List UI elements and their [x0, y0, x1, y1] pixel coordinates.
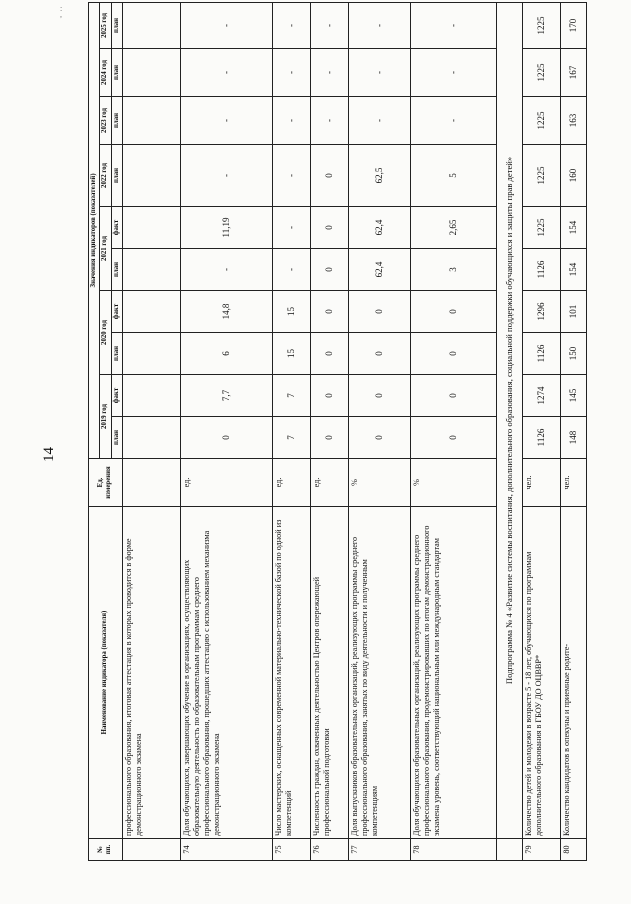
indicator-value: - — [272, 97, 310, 145]
indicator-value — [122, 417, 180, 459]
indicator-unit: чел. — [560, 459, 586, 507]
indicator-value: 14,8 — [180, 291, 272, 333]
indicator-value: - — [310, 2, 348, 48]
indicator-unit: ед. — [180, 459, 272, 507]
indicator-name: Доля выпускников образовательных организаций, реализующих программы среднего профессионального образования, занятых по виду деятельности и полученным компетенциям — [348, 507, 410, 839]
header-plan: план — [111, 2, 122, 48]
header-year: 2019 год — [100, 375, 111, 459]
indicator-value: - — [348, 2, 410, 48]
indicator-unit: % — [348, 459, 410, 507]
indicator-value — [122, 207, 180, 249]
indicator-value: - — [180, 49, 272, 97]
indicator-unit: ед. — [272, 459, 310, 507]
subprogram-row — [496, 2, 522, 860]
header-plan: план — [111, 97, 122, 145]
header-values-group: Значения индикаторов (показателей) — [89, 2, 100, 458]
indicator-value: - — [272, 2, 310, 48]
table-row — [272, 2, 310, 860]
indicator-unit — [122, 459, 180, 507]
indicator-value: 7 — [272, 417, 310, 459]
indicator-value: 0 — [310, 417, 348, 459]
row-number: 78 — [410, 839, 496, 861]
header-name: Наименование индикатора (показателя) — [89, 507, 123, 839]
indicator-name: Количество детей и молодежи в возрасте 5 - 18 лет, обучающихся по программам дополнительного образования в ГБОУ ДО ОЦВВР* — [522, 507, 560, 839]
indicator-value: - — [348, 49, 410, 97]
header-row-1 — [89, 2, 100, 860]
indicator-value: 0 — [310, 375, 348, 417]
table-row — [180, 2, 272, 860]
header-plan: план — [111, 49, 122, 97]
indicator-value: 0 — [180, 417, 272, 459]
indicator-value: 1225 — [522, 97, 560, 145]
indicator-value — [122, 2, 180, 48]
indicator-value: 6 — [180, 333, 272, 375]
subprogram-title: Подпрограмма № 4 «Развитие системы воспитания, дополнительного образования, социальной поддержки обучающихся и защиты прав детей» — [496, 2, 522, 838]
table-row — [410, 2, 496, 860]
indicator-value: - — [272, 249, 310, 291]
indicator-value: 5 — [410, 145, 496, 207]
header-plan: план — [111, 417, 122, 459]
indicator-value: - — [410, 2, 496, 48]
indicator-value: 0 — [310, 145, 348, 207]
indicator-name: профессионального образования, итоговая аттестация в которых проводится в форме демонстрационного экзамена — [122, 507, 180, 839]
indicator-value: 15 — [272, 333, 310, 375]
header-plan: план — [111, 333, 122, 375]
header-unit: Ед. измерения — [89, 459, 123, 507]
indicator-value: 0 — [348, 375, 410, 417]
indicator-value: 3 — [410, 249, 496, 291]
indicator-value: 1274 — [522, 375, 560, 417]
indicator-value — [122, 333, 180, 375]
indicator-value: 0 — [348, 417, 410, 459]
indicator-value: 1126 — [522, 249, 560, 291]
indicator-name: Численность граждан, охваченных деятельностью Центров опережающей профессиональной подготовки — [310, 507, 348, 839]
indicator-value: 0 — [410, 291, 496, 333]
indicators-table — [88, 2, 587, 861]
header-plan: план — [111, 145, 122, 207]
row-number: 79 — [522, 839, 560, 861]
indicator-value: 62,4 — [348, 249, 410, 291]
indicator-value: 160 — [560, 145, 586, 207]
indicator-value: 0 — [348, 333, 410, 375]
indicator-value: 0 — [310, 249, 348, 291]
header-year: 2021 год — [100, 207, 111, 291]
indicator-name: Количество кандидатов в опекуны и приемные родите- — [560, 507, 586, 839]
indicator-value: 145 — [560, 375, 586, 417]
row-number: 74 — [180, 839, 272, 861]
indicator-value: - — [310, 97, 348, 145]
indicator-value: 11,19 — [180, 207, 272, 249]
header-year: 2022 год — [100, 145, 111, 207]
indicator-unit: ед. — [310, 459, 348, 507]
indicator-name: Доля обучающихся, завершающих обучение в организациях, осуществляющих образовательную деятельность по образовательным программам среднего профессионального образования, прошедших аттестацию с использованием механизма демонстрационного экзамена — [180, 507, 272, 839]
row-number — [122, 839, 180, 861]
header-fact: факт — [111, 207, 122, 249]
row-number: 77 — [348, 839, 410, 861]
header-fact: факт — [111, 375, 122, 417]
indicator-value: 0 — [410, 333, 496, 375]
indicator-value: 0 — [410, 417, 496, 459]
indicator-value: 2,65 — [410, 207, 496, 249]
header-num: № пп. — [89, 839, 123, 861]
indicator-value: 0 — [310, 291, 348, 333]
indicator-value: 148 — [560, 417, 586, 459]
indicator-value: - — [272, 49, 310, 97]
table-row — [348, 2, 410, 860]
indicator-value: 0 — [310, 207, 348, 249]
indicator-value: 1126 — [522, 333, 560, 375]
indicator-value: 15 — [272, 291, 310, 333]
indicator-value: 167 — [560, 49, 586, 97]
row-number: 80 — [560, 839, 586, 861]
indicator-value: 7,7 — [180, 375, 272, 417]
indicator-value: - — [272, 207, 310, 249]
indicator-value: 150 — [560, 333, 586, 375]
header-plan: план — [111, 249, 122, 291]
indicator-value — [122, 375, 180, 417]
indicator-value: 101 — [560, 291, 586, 333]
indicator-value: 170 — [560, 2, 586, 48]
indicator-value: - — [410, 49, 496, 97]
scan-mark: : , — [60, 4, 63, 19]
indicator-value — [122, 291, 180, 333]
indicator-value: 1225 — [522, 2, 560, 48]
indicator-unit: чел. — [522, 459, 560, 507]
indicator-value: 1225 — [522, 207, 560, 249]
indicator-value: 163 — [560, 97, 586, 145]
indicator-value — [122, 145, 180, 207]
indicator-value: - — [180, 249, 272, 291]
indicator-value: 7 — [272, 375, 310, 417]
indicator-name: Доля обучающихся образовательных организаций, реализующих программы среднего профессионального образования, продемонстрировавших по итогам демонстрационного экзамена уровень, соответствующий национальным или международным стандартам — [410, 507, 496, 839]
indicator-value: - — [180, 97, 272, 145]
indicator-value — [122, 49, 180, 97]
header-year: 2020 год — [100, 291, 111, 375]
indicator-value — [122, 97, 180, 145]
row-number: 76 — [310, 839, 348, 861]
indicator-unit: % — [410, 459, 496, 507]
indicator-value: 1225 — [522, 49, 560, 97]
rotated-table-frame — [88, 13, 578, 861]
subprogram-num-cell — [496, 839, 522, 861]
indicator-value: 154 — [560, 249, 586, 291]
indicator-value: 0 — [348, 291, 410, 333]
indicator-value: - — [348, 97, 410, 145]
indicator-value: 0 — [410, 375, 496, 417]
header-year: 2023 год — [100, 97, 111, 145]
indicator-value: 0 — [310, 333, 348, 375]
indicator-name: Число мастерских, оснащенных современной материально-технической базой по одной из компетенций — [272, 507, 310, 839]
row-number: 75 — [272, 839, 310, 861]
indicator-value — [122, 249, 180, 291]
indicator-value: 1296 — [522, 291, 560, 333]
table-row — [522, 2, 560, 860]
indicator-value: 154 — [560, 207, 586, 249]
indicator-value: - — [310, 49, 348, 97]
header-year: 2025 год — [100, 2, 111, 48]
indicator-value: - — [272, 145, 310, 207]
table-row — [560, 2, 586, 860]
header-year: 2024 год — [100, 49, 111, 97]
indicator-value: - — [180, 2, 272, 48]
table-row — [122, 2, 180, 860]
rotated-table-content — [88, 13, 578, 861]
header-fact: факт — [111, 291, 122, 333]
indicator-value: - — [410, 97, 496, 145]
indicator-value: 62,4 — [348, 207, 410, 249]
page-number: 14 — [41, 447, 57, 462]
table-row — [310, 2, 348, 860]
indicator-value: 1225 — [522, 145, 560, 207]
indicator-value: 62,5 — [348, 145, 410, 207]
indicator-value: 1126 — [522, 417, 560, 459]
indicator-value: - — [180, 145, 272, 207]
